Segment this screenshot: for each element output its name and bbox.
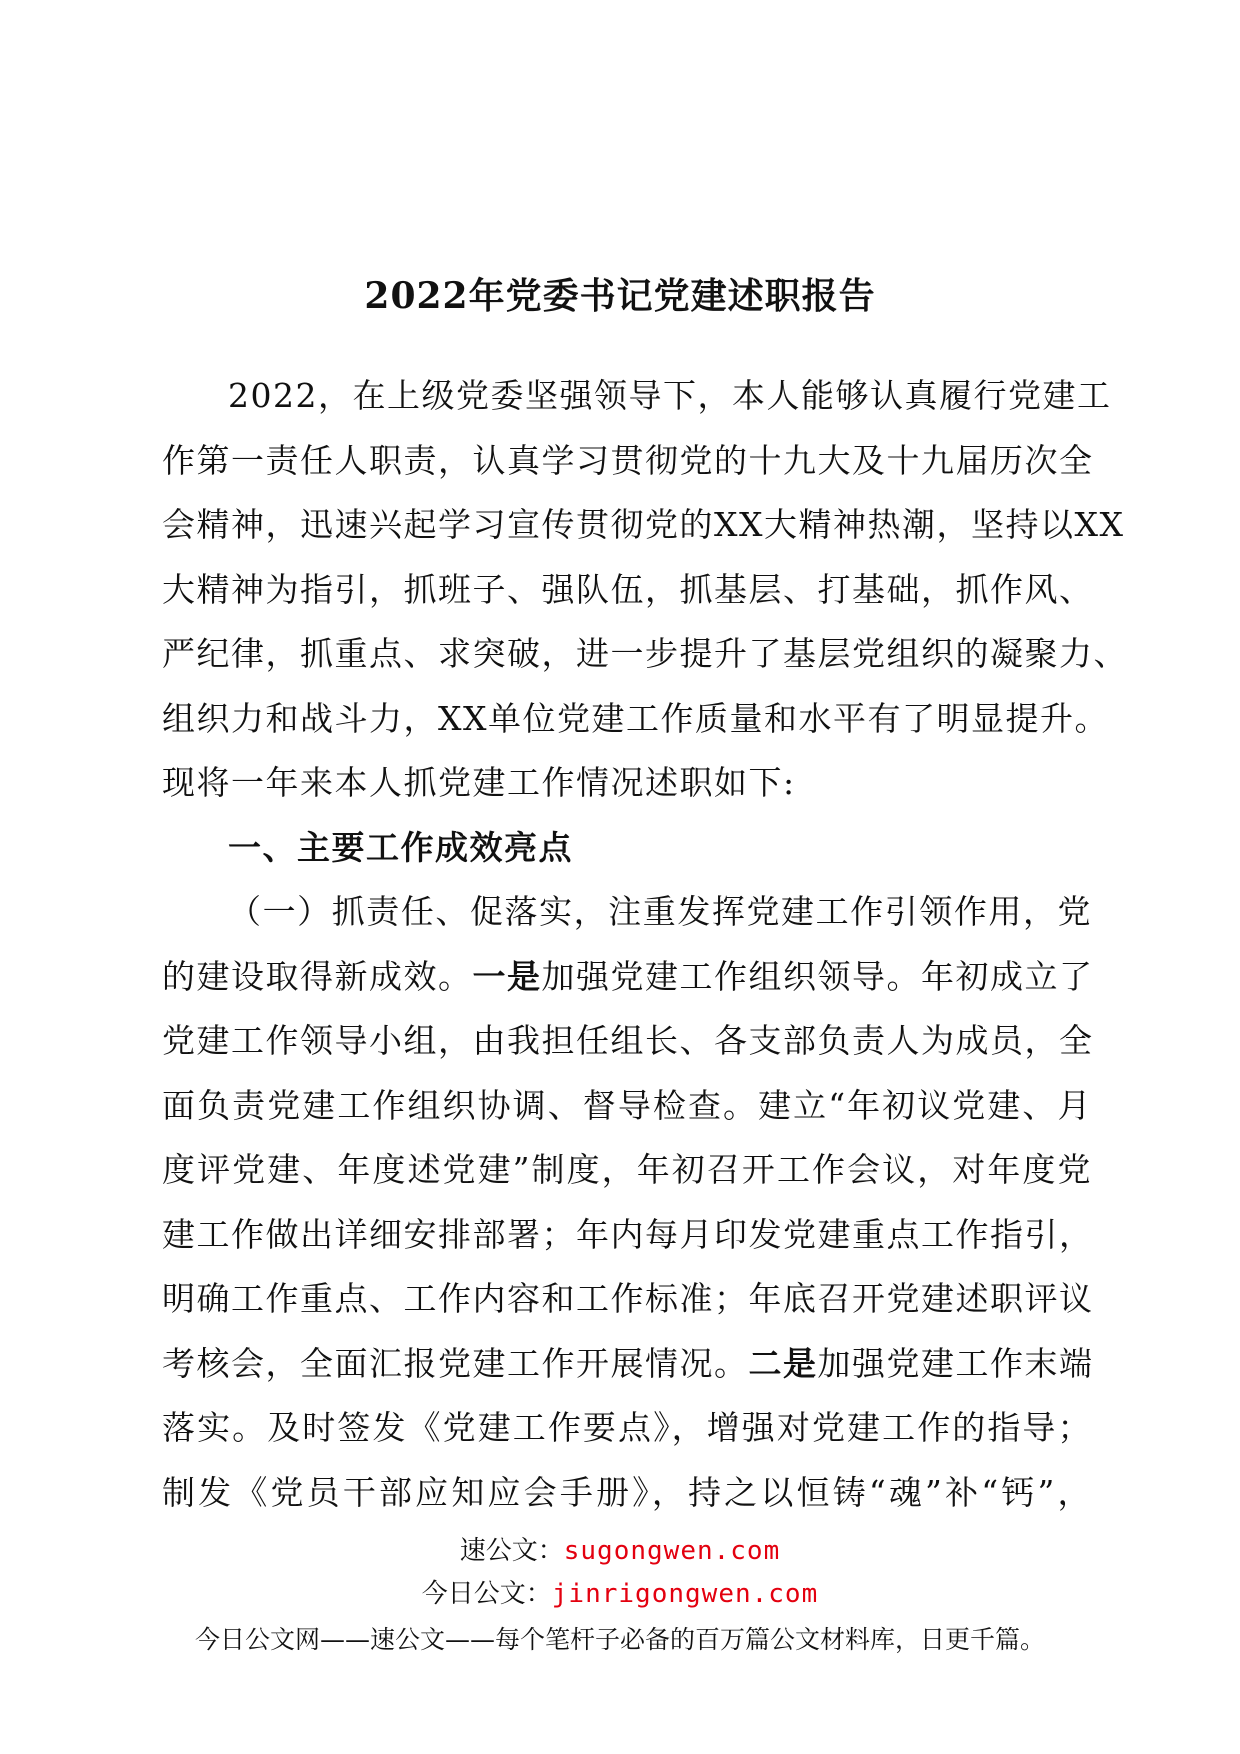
paragraph-2-line-5: 度评党建、年度述党建”制度，年初召开工作会议，对年度党 [162,1150,1092,1189]
footer-label-jinrigongwen: 今日公文： [421,1579,552,1609]
paragraph-2-line-2-pre: 的建设取得新成效。 [162,956,473,996]
footer-label-sugongwen: 速公文： [459,1536,564,1566]
footer-line-1 [0,1530,1240,1567]
document-title: 2022年党委书记党建述职报告 [364,275,876,317]
paragraph-2-line-8 [162,1332,1092,1397]
paragraph-2-line-9: 落实。及时签发《党建工作要点》，增强对党建工作的指导； [162,1408,1092,1447]
paragraph-1-line-7: 现将一年来本人抓党建工作情况述职如下: [162,763,796,802]
footer-line-2 [0,1573,1240,1610]
paragraph-2-line-6: 建工作做出详细安排部署；年内每月印发党建重点工作指引， [162,1214,1094,1254]
bold-lead-one: 一是 [472,956,542,996]
paragraph-2-line-2-post: 加强党建工作组织领导。年初成立了 [541,956,1094,996]
footer-link-jinrigongwen[interactable]: jinrigongwen.com [551,1579,819,1609]
document-body [162,364,1128,1525]
paragraph-1-line-1: 2022，在上级党委坚强领导下，本人能够认真履行党建工 [228,376,1112,415]
paragraph-1-line-3: 会精神，迅速兴起学习宣传贯彻党的XX大精神热潮，坚持以XX [162,505,1125,544]
paragraph-2-line-10: 制发《党员干部应知应会手册》，持之以恒铸“魂”补“钙”， [162,1472,1092,1512]
paragraph-2-line-7: 明确工作重点、工作内容和工作标准；年底召开党建述职评议 [162,1279,1094,1318]
section-1-heading: 一、主要工作成效亮点 [228,827,573,867]
bold-lead-two: 二是 [748,1343,818,1383]
paragraph-2-line-1: （一）抓责任、促落实，注重发挥党建工作引领作用，党 [228,892,1092,931]
paragraph-1-line-2: 作第一责任人职责，认真学习贯彻党的十九大及十九届历次全 [162,440,1094,480]
paragraph-2-line-8-post: 加强党建工作末端 [817,1343,1094,1383]
paragraph-2-line-2 [162,945,1092,1010]
paragraph-1-line-4: 大精神为指引，抓班子、强队伍，抓基层、打基础，抓作风、 [162,569,1094,609]
paragraph-2-line-8-pre: 考核会，全面汇报党建工作开展情况。 [162,1343,749,1383]
footer-tagline: 今日公文网——速公文——每个笔杆子必备的百万篇公文材料库，日更千篇。 [194,1625,1045,1654]
paragraph-1-line-5: 严纪律，抓重点、求突破，进一步提升了基层党组织的凝聚力、 [162,634,1128,673]
paragraph-2-line-3: 党建工作领导小组，由我担任组长、各支部负责人为成员，全 [162,1021,1094,1060]
paragraph-1-line-6: 组织力和战斗力，XX单位党建工作质量和水平有了明显提升。 [162,698,1109,738]
footer-link-sugongwen[interactable]: sugongwen.com [563,1536,781,1566]
paragraph-2-line-4: 面负责党建工作组织协调、督导检查。建立“年初议党建、月 [162,1085,1092,1125]
